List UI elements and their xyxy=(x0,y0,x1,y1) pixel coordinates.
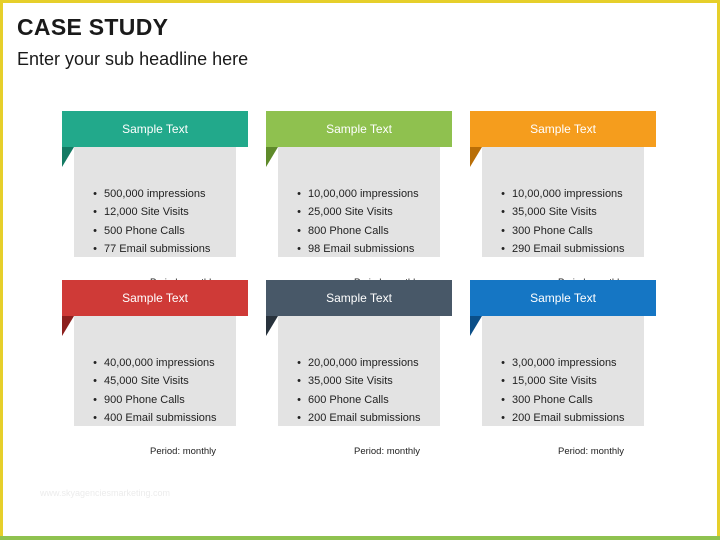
card-header: Sample Text xyxy=(266,111,452,147)
metric-item: • 35,000 Site Visits xyxy=(297,375,393,388)
slide-title: CASE STUDY xyxy=(17,14,169,40)
card-header: Sample Text xyxy=(62,280,248,316)
card-header: Sample Text xyxy=(470,280,656,316)
metric-item: • 77 Email submissions xyxy=(93,243,211,256)
metric-item: • 12,000 Site Visits xyxy=(93,206,189,219)
card-body xyxy=(74,145,236,257)
metric-item: • 40,00,000 impressions xyxy=(93,357,215,369)
metric-text: 500 Phone Calls xyxy=(104,224,185,237)
card-fold xyxy=(470,147,482,167)
metric-text: 45,000 Site Visits xyxy=(104,375,189,388)
metric-item: • 10,00,000 impressions xyxy=(297,188,419,200)
card-fold xyxy=(62,316,74,336)
metric-text: 3,00,000 impressions xyxy=(512,357,617,369)
period-label: Period: monthly xyxy=(353,446,420,457)
metric-text: 25,000 Site Visits xyxy=(308,206,393,219)
card-body xyxy=(482,145,644,257)
case-card-5 xyxy=(266,280,460,457)
metric-item: • 500,000 impressions xyxy=(93,188,206,200)
metric-item: • 300 Phone Calls xyxy=(501,224,593,237)
card-body xyxy=(74,314,236,457)
metric-text: 800 Phone Calls xyxy=(308,224,389,237)
card-body xyxy=(278,314,440,457)
case-card-6 xyxy=(470,280,664,457)
card-header: Sample Text xyxy=(266,280,452,316)
case-card-3 xyxy=(470,111,664,261)
metric-item: • 3,00,000 impressions xyxy=(501,357,617,369)
case-card-1 xyxy=(62,111,256,261)
metric-item: • 300 Phone Calls xyxy=(501,393,593,406)
metric-item: • 25,000 Site Visits xyxy=(297,206,393,219)
metric-text: 20,00,000 impressions xyxy=(308,357,419,369)
metric-list xyxy=(494,185,625,259)
metric-item: • 20,00,000 impressions xyxy=(297,357,419,369)
metric-item: • 290 Email submissions xyxy=(501,243,625,256)
card-fold xyxy=(266,147,278,167)
metric-item: • 15,000 Site Visits xyxy=(501,375,597,388)
metric-item: • 98 Email submissions xyxy=(297,243,415,256)
metric-text: 290 Email submissions xyxy=(512,243,625,256)
metric-text: 10,00,000 impressions xyxy=(512,188,623,200)
metric-text: 500,000 impressions xyxy=(104,188,206,200)
metric-text: 600 Phone Calls xyxy=(308,393,389,406)
card-header: Sample Text xyxy=(470,111,656,147)
metric-text: 10,00,000 impressions xyxy=(308,188,419,200)
metric-text: 35,000 Site Visits xyxy=(308,375,393,388)
metric-text: 200 Email submissions xyxy=(308,412,421,425)
bottom-accent-bar xyxy=(0,536,720,540)
metric-list xyxy=(86,354,217,428)
metric-text: 40,00,000 impressions xyxy=(104,357,215,369)
card-body xyxy=(278,145,440,257)
card-fold xyxy=(62,147,74,167)
metric-text: 15,000 Site Visits xyxy=(512,375,597,388)
metric-text: 98 Email submissions xyxy=(308,243,415,256)
metric-text: 900 Phone Calls xyxy=(104,393,185,406)
metric-item: • 900 Phone Calls xyxy=(93,393,185,406)
metric-item: • 800 Phone Calls xyxy=(297,224,389,237)
metric-list xyxy=(290,185,419,259)
metric-text: 400 Email submissions xyxy=(104,412,217,425)
metric-text: 77 Email submissions xyxy=(104,243,211,256)
card-fold xyxy=(266,316,278,336)
slide-subtitle: Enter your sub headline here xyxy=(17,49,249,69)
metric-list xyxy=(86,185,210,259)
metric-item: • 10,00,000 impressions xyxy=(501,188,623,200)
period-label: Period: monthly xyxy=(557,446,624,457)
metric-list xyxy=(290,354,421,428)
metric-item: • 200 Email submissions xyxy=(297,412,421,425)
watermark-text: www.skyagenciesmarketing.com xyxy=(40,488,171,498)
metric-text: 35,000 Site Visits xyxy=(512,206,597,219)
metric-item: • 200 Email submissions xyxy=(501,412,625,425)
metric-text: 12,000 Site Visits xyxy=(104,206,189,219)
metric-text: 200 Email submissions xyxy=(512,412,625,425)
metric-item: • 400 Email submissions xyxy=(93,412,217,425)
metric-text: 300 Phone Calls xyxy=(512,224,593,237)
card-body xyxy=(482,314,644,457)
case-card-4 xyxy=(62,280,256,457)
metric-item: • 600 Phone Calls xyxy=(297,393,389,406)
case-card-2 xyxy=(266,111,460,261)
metric-item: • 45,000 Site Visits xyxy=(93,375,189,388)
metric-text: 300 Phone Calls xyxy=(512,393,593,406)
card-fold xyxy=(470,316,482,336)
metric-item: • 35,000 Site Visits xyxy=(501,206,597,219)
metric-item: • 500 Phone Calls xyxy=(93,224,185,237)
period-label: Period: monthly xyxy=(149,446,216,457)
card-header: Sample Text xyxy=(62,111,248,147)
metric-list xyxy=(494,354,625,428)
